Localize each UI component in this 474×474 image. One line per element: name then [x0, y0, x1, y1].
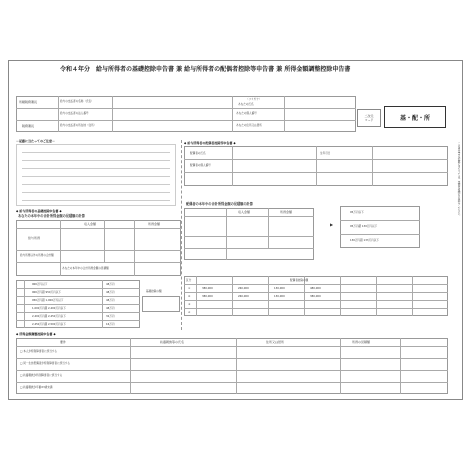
- kiso-deduction-6: 16万円: [106, 323, 115, 326]
- your-address-label: あなたの住所又は居所: [236, 124, 262, 127]
- shotoku-reason-header: 要件: [60, 340, 67, 344]
- spouse-number-field[interactable]: [233, 160, 315, 171]
- kiso-total-field[interactable]: [135, 263, 180, 275]
- form-badge: 基・配・所: [384, 106, 446, 128]
- kiso-shotoku-field[interactable]: [135, 229, 180, 249]
- haigusha-heading: ◆ 給与所得者の配偶者控除等申告書 ◆: [184, 141, 236, 145]
- your-number-label: あなたの個人番号: [236, 112, 257, 115]
- kiso-bracket-1: 900万円以下: [32, 283, 48, 286]
- spouse-shotoku-field[interactable]: [269, 217, 313, 235]
- spouse-number-label: 配偶者の個人番号: [190, 164, 211, 167]
- kiso-bracket-2: 900万円超 950万円以下: [32, 291, 61, 294]
- tax-office-label: 税務署長: [22, 124, 35, 128]
- shotoku-reason-1[interactable]: □ 本人が特別障害者に該当する: [20, 350, 57, 353]
- furigana-label: （フリガナ）: [246, 98, 262, 101]
- shotoku-income-field[interactable]: [341, 347, 399, 381]
- kiso-row-other: 給与所得以外の所得の合計額: [20, 254, 54, 257]
- spouse-name-field[interactable]: [233, 147, 315, 158]
- kiso-income-field[interactable]: [61, 229, 103, 249]
- form-title: 令和４年分 給与所得者の基礎控除申告書 兼 給与所得者の配偶者控除等申告書 兼 所得金額調整控除申告書: [60, 66, 351, 73]
- spouse-amount-1: 380,000: [202, 287, 213, 290]
- spouse-amount-r2-2: 260,000: [238, 295, 249, 298]
- kiso-deduction-col: 基礎控除の額: [146, 290, 162, 293]
- kiso-deduction-4: 48万円: [106, 307, 115, 310]
- side-note: この申告書の記載に当たっては、裏面の説明をお読みください。: [457, 142, 460, 218]
- spouse-amount-r2-1: 380,000: [202, 295, 213, 298]
- spouse-option-3[interactable]: 130万円超 133万円以下: [350, 239, 379, 242]
- your-name-label: あなたの氏名: [238, 103, 254, 106]
- kiso-deduction-3: 48万円: [106, 299, 115, 302]
- notice-heading: －記載に当たってのご注意－: [16, 139, 56, 143]
- kiso-bracket-5: 2,400万円超 2,450万円以下: [32, 315, 66, 318]
- shotoku-heading: ◆ 所得金額調整控除申告書 ◆: [16, 332, 56, 336]
- notice-box: [16, 144, 176, 206]
- payer-name-label: 給与の支払者の名称（氏名）: [60, 100, 94, 103]
- your-number-field[interactable]: [285, 109, 355, 119]
- kiso-row-total: あなたの本年中の合計所得金額の見積額: [62, 267, 109, 270]
- spouse-category-2: ②: [188, 295, 191, 298]
- spouse-name-label: 配偶者の氏名: [190, 152, 206, 155]
- spouse-amount-4: 480,000: [310, 287, 321, 290]
- spouse-category-4: ④: [188, 311, 191, 314]
- kiso-deduction-1: 48万円: [106, 283, 115, 286]
- spouse-option-2[interactable]: 95万円超 130万円以下: [350, 225, 378, 228]
- kiso-subheading: あなたの本年中の合計所得金額の見積額の計算: [18, 214, 85, 218]
- kiso-deduction-amount-box[interactable]: [142, 296, 180, 312]
- spouse-amount-3: 130,000: [274, 287, 285, 290]
- kiso-bracket-6: 2,450万円超 2,500万円以下: [32, 323, 66, 326]
- kiso-bracket-4: 1,000万円超 2,400万円以下: [32, 307, 66, 310]
- spouse-amount-r2-3: 130,000: [274, 295, 285, 298]
- payer-name-field[interactable]: [113, 97, 231, 107]
- spouse-amounts-header: 配偶者控除の額: [290, 279, 309, 282]
- your-name-field[interactable]: [285, 97, 355, 107]
- kiso-deduction-5: 32万円: [106, 315, 115, 318]
- kiso-bracket-3: 950万円超 1,000万円以下: [32, 299, 64, 302]
- shotoku-address-col: 住所又は居所: [266, 340, 285, 344]
- payer-address-label: 給与の支払者の所在地（住所）: [60, 124, 97, 127]
- kiso-col-income: 収入金額: [84, 222, 97, 226]
- shotoku-name-field[interactable]: [131, 347, 235, 381]
- qr-code-box: [357, 109, 381, 127]
- qr-label-1: 二次元: [364, 114, 374, 118]
- qr-label-2: コード: [364, 118, 374, 122]
- shotoku-reason-2[interactable]: □ 同一生計配偶者が特別障害者に該当する: [20, 362, 70, 365]
- shotoku-income-col: 所得の見積額: [352, 340, 371, 344]
- section-divider: [181, 140, 182, 330]
- spouse-amount-r2-4: 380,000: [310, 295, 321, 298]
- spouse-option-1[interactable]: 95万円以下: [350, 211, 364, 214]
- your-address-field[interactable]: [285, 121, 355, 131]
- spouse-category-header: 区分: [186, 279, 192, 282]
- spouse-birth-field[interactable]: [373, 147, 447, 158]
- kiso-heading: ◆ 給与所得者の基礎控除申告書 ◆: [16, 209, 62, 213]
- kiso-deduction-2: 48万円: [106, 291, 115, 294]
- shotoku-spouse-col: 扶養親族等の氏名: [160, 340, 185, 344]
- spouse-income-field[interactable]: [227, 217, 267, 235]
- kiso-col-shotoku: 所得金額: [148, 222, 161, 226]
- haigusha-subheading: 配偶者の本年中の合計所得金額の見積額の計算: [186, 202, 253, 206]
- shotoku-reason-4[interactable]: □ 扶養親族が年齢23歳未満: [20, 386, 53, 389]
- shotoku-reason-3[interactable]: □ 扶養親族が特別障害者に該当する: [20, 374, 63, 377]
- spouse-col-income: 収入金額: [238, 210, 251, 214]
- spouse-category-1: ①: [188, 287, 191, 290]
- kiso-row-kyuyo: 給与所得: [28, 236, 41, 240]
- shotoku-address-field[interactable]: [237, 347, 339, 381]
- payer-number-label: 給与の支払者の法人番号: [60, 112, 89, 115]
- spouse-col-shotoku: 所得金額: [280, 210, 293, 214]
- spouse-amount-2: 260,000: [238, 287, 249, 290]
- arrow-right-icon: ▶: [330, 222, 334, 227]
- spouse-category-3: ③: [188, 303, 191, 306]
- spouse-birth-label: 生年月日: [320, 152, 331, 155]
- office-head-label: 所轄税務署長: [19, 100, 38, 104]
